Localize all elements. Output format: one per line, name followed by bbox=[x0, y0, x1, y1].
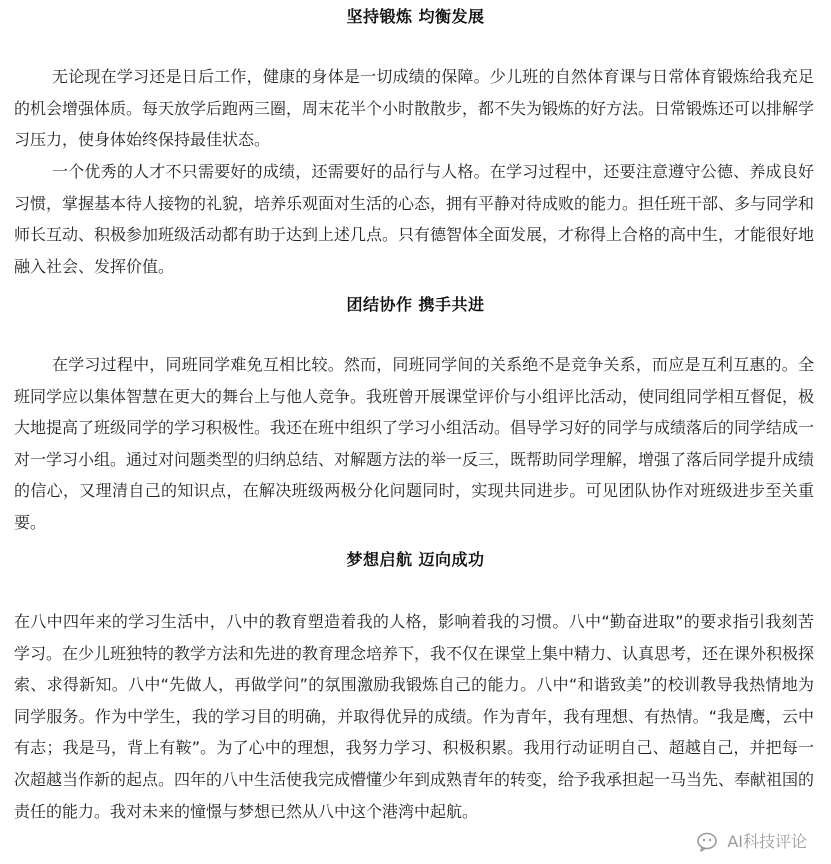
wechat-official-account-icon bbox=[697, 832, 721, 852]
watermark bbox=[697, 832, 807, 852]
section-heading-dream: 梦想启航 迈向成功 bbox=[346, 550, 485, 569]
section-heading-exercise: 坚持锻炼 均衡发展 bbox=[346, 7, 485, 26]
paragraph-teamwork: 在学习过程中，同班同学难免互相比较。然而，同班同学间的关系绝不是竞争关系，而应是互利互惠的。全班同学应以集体智慧在更大的舞台上与他人竞争。我班曾开展课堂评价与小组评比活动，使同组同学相互督促，极大地提高了班级同学的学习积极性。我还在班中组织了学习小组活动。倡导学习好的同学与成绩落后的同学结成一对一学习小组。通过对问题类型的归纳总结、对解题方法的举一反三，既帮助同学理解，增强了落后同学提升成绩的信心，又理清自己的知识点，在解决班级两极分化问题同时，实现共同进步。可见团队协作对班级进步至关重要。 bbox=[14, 355, 815, 532]
watermark-text: AI科技评论 bbox=[727, 832, 807, 851]
section-heading-teamwork: 团结协作 携手共进 bbox=[346, 295, 485, 314]
paragraph-character: 一个优秀的人才不只需要好的成绩，还需要好的品行与人格。在学习过程中，还要注意遵守公德、养成良好习惯，掌握基本待人接物的礼貌，培养乐观面对生活的心态，拥有平静对待成败的能力。担任班干部、多与同学和师长互动、积极参加班级活动都有助于达到上述几点。只有德智体全面发展，才称得上合格的高中生，才能很好地融入社会、发挥价值。 bbox=[14, 162, 815, 276]
paragraph-dream: 在八中四年来的学习生活中，八中的教育塑造着我的人格，影响着我的习惯。八中“勤奋进取”的要求指引我刻苦学习。在少儿班独特的教学方法和先进的教育理念培养下，我不仅在课堂上集中精力、认真思考，还在课外积极探索、求得新知。八中“先做人，再做学问”的氛围激励我锻炼自己的能力。八中“和谐致美”的校训教导我热情地为同学服务。作为中学生，我的学习目的明确，并取得优异的成绩。作为青年，我有理想、有热情。“我是鹰，云中有志；我是马，背上有鞍”。为了心中的理想，我努力学习、积极积累。我用行动证明自己、超越自己，并把每一次超越当作新的起点。四年的八中生活使我完成懵懂少年到成熟青年的转变，给予我承担起一马当先、奉献祖国的责任的能力。我对未来的憧憬与梦想已然从八中这个港湾中起航。 bbox=[14, 612, 815, 821]
paragraph-health: 无论现在学习还是日后工作，健康的身体是一切成绩的保障。少儿班的自然体育课与日常体育锻炼给我充足的机会增强体质。每天放学后跑两三圈，周末花半个小时散散步，都不失为锻炼的好方法。日常锻炼还可以排解学习压力，使身体始终保持最佳状态。 bbox=[14, 67, 815, 150]
